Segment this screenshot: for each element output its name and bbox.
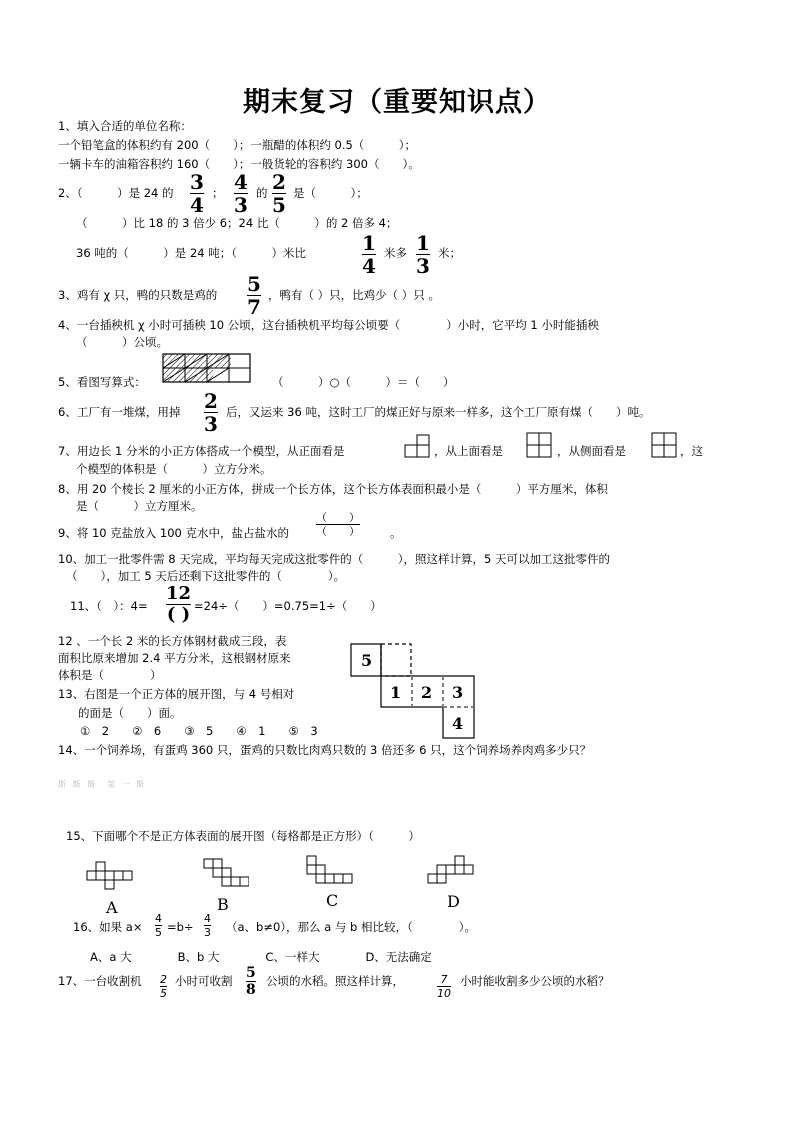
q2-sep: ； [212,186,224,200]
q7-text-d: ，这 [680,444,703,458]
q12-line-2: 面积比原来增加 2.4 平方分米，这根钢材原来 [58,651,291,665]
q1-line-2: 一辆卡车的油箱容积约 160（ ）；一般货轮的容积约 300（ ）。 [58,157,420,171]
net-option-b [203,858,249,894]
q11-text-a: 11、（ ）：4= [70,599,148,613]
faint-watermark: 斯 斯 斯 第 一 斯 [58,780,147,789]
q17-fraction-2: 5 8 [246,965,256,998]
q7-top-view-icon [526,432,552,458]
q17-fraction-3: 7 10 [437,973,451,1000]
q13-line-1: 13、右图是一个正方体的展开图，与 4 号相对 [58,687,295,701]
q4-line-1: 4、一台插秧机 χ 小时可插秧 10 公顷，这台插秧机平均每公顷要（ ）小时，它平均 1 小时能插秧 [58,318,599,332]
q8-line-1: 8、用 20 个棱长 2 厘米的小正方体，拼成一个长方体，这个长方体表面积最小是（ ）平方厘米，体积 [58,482,608,496]
q16-text-b: =b÷ [167,920,194,934]
q2-of: 的 [256,186,268,200]
q16-fraction-1: 4 5 [155,912,162,939]
q3-text-b: ，鸭有（ ）只，比鸡少（ ）只 。 [268,288,440,302]
q6-fraction: 2 3 [204,389,218,436]
q16-text-c: （a、b≠0），那么 a 与 b 相比较，（ ）。 [226,920,477,934]
q16-fraction-2: 4 3 [204,912,211,939]
q5-blanks: （ ）○（ ）＝（ ） [272,375,455,389]
q9-fraction: （ ） （ ） [316,511,360,538]
q7-front-view-icon [404,434,432,458]
q2-line-2: （ ）比 18 的 3 倍少 6；24 比（ ）的 2 倍多 4； [76,216,398,230]
q2-line-3c: 米； [438,246,461,260]
q6-text-a: 6、工厂有一堆煤，用掉 [58,405,181,419]
q2-line-3b: 米多 [384,246,407,260]
net-label-a: A [106,898,118,917]
q7-line-2: 个模型的体积是（ ）立方分米。 [76,462,272,476]
net-face-3: 3 [452,683,464,702]
q14-text: 14、一个饲养场，有蛋鸡 360 只，蛋鸡的只数比肉鸡只数的 3 倍还多 6 只，这个饲养场养肉鸡多少只？ [58,743,592,757]
net-face-1: 1 [390,683,402,702]
q7-text-b: ，从上面看是 [434,444,503,458]
q10-line-1: 10、加工一批零件需 8 天完成，平均每天完成这批零件的（ ），照这样计算，5 天可以加工这批零件的 [58,552,610,566]
q2-fraction-5: 1 3 [416,231,430,278]
q5-grid-figure [162,353,252,383]
q2-line-1a: 2、（ ）是 24 的 [58,186,174,200]
q3-fraction: 5 7 [247,272,261,319]
q17-text-c: 公顷的水稻。照这样计算， [266,974,404,988]
q9-text-b: 。 [390,526,402,540]
q1-line-1: 一个铅笔盒的体积约有 200（ ）；一瓶醋的体积约 0.5（ ）； [58,138,417,152]
net-label-b: B [217,895,229,914]
q16-options: A、a 大 B、b 大 C、一样大 D、无法确定 [90,950,432,964]
q12-line-1: 12 、一个长 2 米的长方体钢材截成三段，表 [58,634,287,648]
q11-text-b: =24÷（ ）=0.75=1÷（ ） [194,599,382,613]
net-label-c: C [326,891,339,910]
net-label-d: D [447,892,460,911]
q15-text: 15、下面哪个不是正方体表面的展开图（每格都是正方形）（ ） [66,829,420,843]
net-option-a [86,861,134,891]
q17-text-a: 17、一台收割机 [58,974,142,988]
q1-heading: 1、填入合适的单位名称： [58,119,192,133]
q11-fraction: 12 ( ) [166,583,192,625]
q16-text-a: 16、如果 a× [73,920,143,934]
cube-net-figure [350,643,476,739]
page-title: 期末复习（重要知识点） [243,87,551,118]
q2-fraction-3: 2 5 [272,170,286,217]
q2-fraction-2: 4 3 [234,170,248,217]
q2-fraction-4: 1 4 [362,231,376,278]
q17-text-b: 小时可收割 [175,974,233,988]
q3-text-a: 3、鸡有 χ 只，鸭的只数是鸡的 [58,288,218,302]
net-face-5: 5 [361,651,373,670]
net-option-c [306,855,354,889]
q4-line-2: （ ）公顷。 [76,335,168,349]
q7-text-c: ，从侧面看是 [557,444,626,458]
q13-options: ① 2 ② 6 ③ 5 ④ 1 ⑤ 3 [80,724,318,738]
q12-line-3: 体积是（ ） [58,668,162,682]
net-face-4: 4 [452,714,464,733]
q6-text-b: 后，又运来 36 吨，这时工厂的煤正好与原来一样多，这个工厂原有煤（ ）吨。 [226,405,651,419]
q2-line-3a: 36 吨的（ ）是 24 吨；（ ）米比 [76,246,306,260]
q2-line-1d: 是（ ）； [293,186,368,200]
q5-label: 5、看图写算式： [58,375,146,389]
q17-text-d: 小时能收割多少公顷的水稻？ [460,974,610,988]
q13-line-2: 的面是（ ）面。 [78,706,182,720]
q9-text-a: 9、将 10 克盐放入 100 克水中，盐占盐水的 [58,526,290,540]
q7-text-a: 7、用边长 1 分米的小正方体搭成一个模型，从正面看是 [58,444,345,458]
net-face-2: 2 [421,683,433,702]
q8-line-2: 是（ ）立方厘米。 [76,499,203,513]
q10-line-2: （ ），加工 5 天后还剩下这批零件的（ ）。 [66,569,346,583]
q2-fraction-1: 3 4 [190,170,204,217]
q17-fraction-1: 2 5 [160,973,167,1000]
net-option-d [427,855,475,889]
q7-side-view-icon [651,432,677,458]
